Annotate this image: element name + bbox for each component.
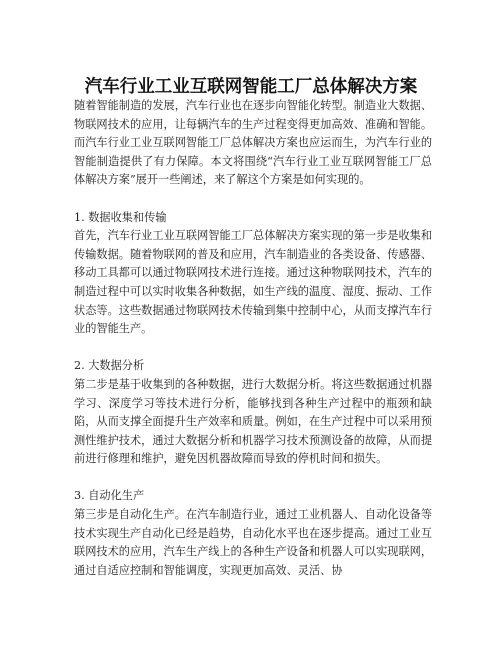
- intro-paragraph: 随着智能制造的发展，汽车行业也在逐步向智能化转型。制造业大数据、物联网技术的应用，让每辆汽车的生产过程变得更加高效、准确和智能。而汽车行业工业互联网智能工厂总体解决方案也应运而生，为汽车行业的智能制造提供了有力保障。本文将围绕“汽车行业工业互联网智能工厂总体解决方案”展开一些阐述，来了解这个方案是如何实现的。: [74, 99, 433, 187]
- paragraph-gap: [74, 190, 432, 209]
- paragraph-gap: [74, 339, 432, 358]
- section-body-2: 第二步是基于收集到的各种数据，进行大数据分析。将这些数据通过机器学习、深度学习等技术进行分析，能够找到各种生产过程中的瓶颈和缺陷，从而支撑全面提升生产效率和质量。例如，在生产过程中可以采用预测性维护技术，通过大数据分析和机器学习技术预测设备的故障，从而提前进行修理和维护，避免因机器故障而导致的停机时间和损失。: [74, 377, 433, 466]
- section-heading-2: 2. 大数据分析: [74, 359, 145, 373]
- document-body: [74, 97, 432, 580]
- paragraph-gap: [74, 469, 432, 488]
- section-heading-1: 1. 数据收集和传输: [74, 210, 167, 224]
- document-title: 汽车行业工业互联网智能工厂总体解决方案: [84, 77, 418, 97]
- section-body-1: 首先，汽车行业工业互联网智能工厂总体解决方案实现的第一步是收集和传输数据。随着物联网的普及和应用，汽车制造业的各类设备、传感器、移动工具都可以通过物联网技术进行连接。通过这种物联网技术，汽车的制造过程中可以实时收集各种数据，如生产线的温度、湿度、振动、工作状态等。这些数据通过物联网技术传输到集中控制中心，从而支撑汽车行业的智能生产。: [74, 229, 433, 336]
- section-heading-3: 3. 自动化生产: [74, 489, 145, 503]
- section-body-3: 第三步是自动化生产。在汽车制造行业，通过工业机器人、自动化设备等技术实现生产自动化已经是趋势，自动化水平也在逐步提高。通过工业互联网技术的应用，汽车生产线上的各种生产设备和机器人可以实现联网，通过自适应控制和智能调度，实现更加高效、灵活、协: [74, 508, 433, 577]
